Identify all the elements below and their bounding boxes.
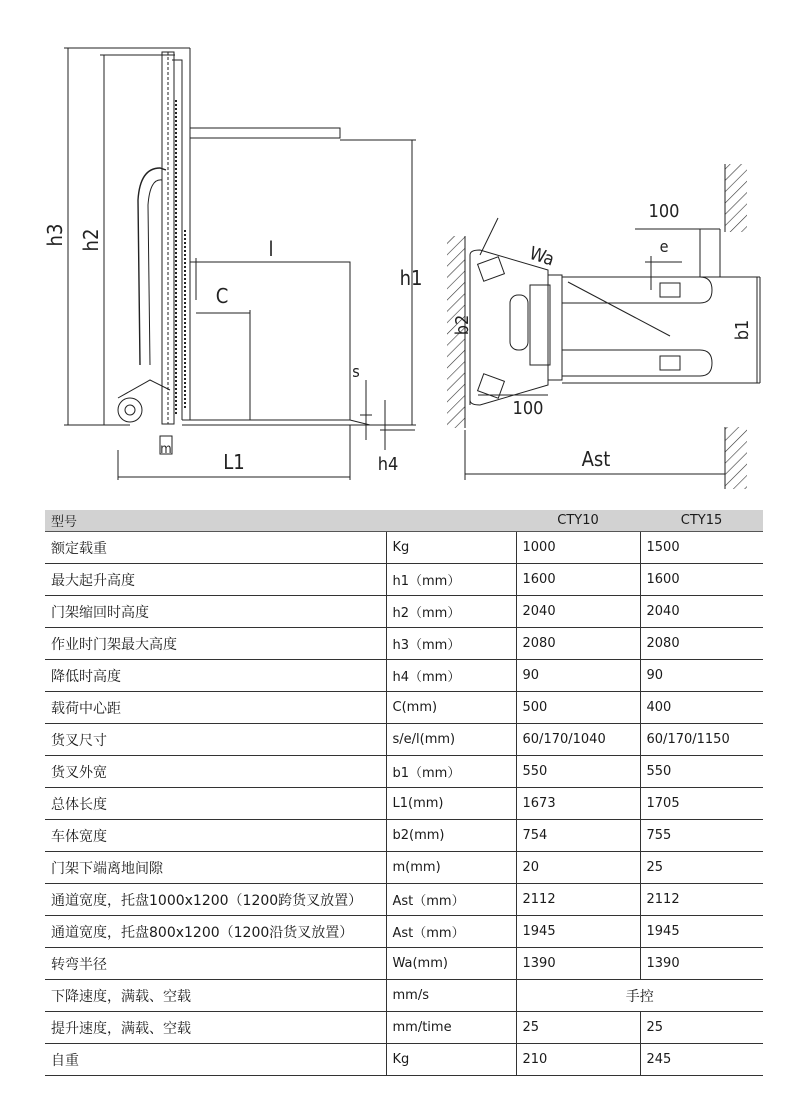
c-label: C [215,284,229,308]
row-label: 车体宽度 [45,820,386,852]
row-unit: Kg [386,532,516,564]
row-value-cty15: 2112 [640,884,763,916]
model-cty15: CTY15 [640,510,763,532]
row-unit: C(mm) [386,692,516,724]
e-label: e [659,237,669,256]
row-value-cty10: 2112 [516,884,640,916]
row-unit: h2（mm） [386,596,516,628]
l-label: l [268,237,274,261]
table-row [45,724,763,756]
row-unit: h3（mm） [386,628,516,660]
row-label: 总体长度 [45,788,386,820]
dim-100-top-label: 100 [648,201,680,222]
row-label: 最大起升高度 [45,564,386,596]
row-value-cty10: 1673 [516,788,640,820]
row-label: 门架缩回时高度 [45,596,386,628]
row-label: 自重 [45,1044,386,1076]
row-unit: h4（mm） [386,660,516,692]
row-label: 下降速度，满载、空载 [45,980,386,1012]
h4-label: h4 [377,454,399,475]
row-value-cty10: 754 [516,820,640,852]
row-label: 额定载重 [45,532,386,564]
table-row [45,980,763,1012]
row-value-cty15: 25 [640,852,763,884]
row-unit: b2(mm) [386,820,516,852]
row-label: 通道宽度，托盘800x1200（1200沿货叉放置） [45,916,386,948]
row-value-cty10: 500 [516,692,640,724]
table-row [45,660,763,692]
row-unit: s/e/l(mm) [386,724,516,756]
row-value-cty15: 1600 [640,564,763,596]
row-value-cty15: 2080 [640,628,763,660]
table-row [45,916,763,948]
row-value-cty15: 1500 [640,532,763,564]
row-label: 通道宽度，托盘1000x1200（1200跨货叉放置） [45,884,386,916]
row-value-cty15: 2040 [640,596,763,628]
top-view [447,164,760,489]
row-value-cty10: 1390 [516,948,640,980]
row-value-cty10: 25 [516,1012,640,1044]
row-value-cty10: 2080 [516,628,640,660]
row-unit: mm/time [386,1012,516,1044]
s-label: s [352,362,360,381]
row-value-cty10: 20 [516,852,640,884]
row-value-cty15: 1705 [640,788,763,820]
table-row [45,852,763,884]
table-row [45,1012,763,1044]
row-unit: L1(mm) [386,788,516,820]
row-value-cty10: 1600 [516,564,640,596]
table-row [45,692,763,724]
row-value-cty15: 400 [640,692,763,724]
table-row [45,820,763,852]
model-header: 型号 [45,510,516,532]
row-value-cty10: 90 [516,660,640,692]
row-unit: Ast（mm） [386,916,516,948]
row-unit: Kg [386,1044,516,1076]
row-value-cty15: 755 [640,820,763,852]
row-value-cty10: 1945 [516,916,640,948]
wa-label: Wa [526,242,557,271]
h1-label: h1 [399,266,423,290]
row-label: 提升速度，满载、空载 [45,1012,386,1044]
row-value-cty15: 90 [640,660,763,692]
row-value-cty10: 550 [516,756,640,788]
row-label: 作业时门架最大高度 [45,628,386,660]
row-value-cty15: 550 [640,756,763,788]
spec-table-header [45,510,763,532]
table-row [45,1044,763,1076]
row-label: 载荷中心距 [45,692,386,724]
row-value-cty15: 60/170/1150 [640,724,763,756]
table-row [45,628,763,660]
table-row [45,948,763,980]
table-row [45,884,763,916]
row-unit: Ast（mm） [386,884,516,916]
table-row [45,532,763,564]
spec-table-body [45,532,763,1076]
row-label: 货叉外宽 [45,756,386,788]
l1-label: L1 [223,450,245,474]
model-cty10: CTY10 [516,510,640,532]
h3-label: h3 [43,223,67,247]
row-value-cty15: 25 [640,1012,763,1044]
row-unit: m(mm) [386,852,516,884]
row-label: 货叉尺寸 [45,724,386,756]
row-label: 转弯半径 [45,948,386,980]
row-unit: h1（mm） [386,564,516,596]
spec-table [45,510,763,1076]
row-value-cty15: 245 [640,1044,763,1076]
row-unit: b1（mm） [386,756,516,788]
b2-label: b2 [452,314,473,336]
row-label: 门架下端离地间隙 [45,852,386,884]
table-row [45,596,763,628]
side-view [64,48,416,480]
row-unit: Wa(mm) [386,948,516,980]
row-value-merged: 手控 [516,980,763,1012]
table-row [45,756,763,788]
dim-100-bottom-label: 100 [512,398,544,419]
row-value-cty15: 1390 [640,948,763,980]
row-label: 降低时高度 [45,660,386,692]
row-value-cty15: 1945 [640,916,763,948]
table-row [45,788,763,820]
row-value-cty10: 1000 [516,532,640,564]
row-unit: mm/s [386,980,516,1012]
b1-label: b1 [732,319,753,341]
row-value-cty10: 210 [516,1044,640,1076]
technical-drawing [0,0,800,505]
h2-label: h2 [79,228,103,252]
row-value-cty10: 60/170/1040 [516,724,640,756]
row-value-cty10: 2040 [516,596,640,628]
ast-label: Ast [581,447,611,471]
m-label: m [160,442,172,457]
table-row [45,564,763,596]
